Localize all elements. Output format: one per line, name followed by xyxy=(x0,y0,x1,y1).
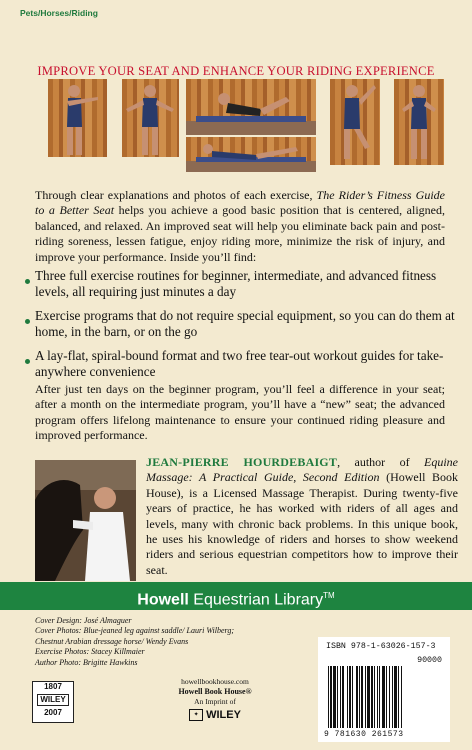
isbn-number: ISBN 978-1-63026-157-3 xyxy=(326,642,436,651)
author-name: JEAN-PIERRE HOURDEBAIGT xyxy=(146,455,338,469)
series-banner: Howell Equestrian Library™ xyxy=(0,582,472,610)
price-code: 90000 xyxy=(417,656,442,665)
bicentennial-seal-icon: 1807 WILEY 2007 xyxy=(32,681,74,723)
publisher-name: Howell Book House® xyxy=(178,687,252,696)
bullet-item: Three full exercise routines for beginner, intermediate, and advanced fitness levels, all requiring just minutes a day xyxy=(35,268,455,299)
bullet-dot-icon xyxy=(25,319,30,324)
wiley-logo-icon: ✦ xyxy=(189,709,203,721)
bullet-item: Exercise programs that do not require special equipment, so you can do them at home, in the barn, or on the go xyxy=(35,308,455,339)
bullet-dot-icon xyxy=(25,359,30,364)
author-bio: JEAN-PIERRE HOURDEBAIGT, author of Equine Massage: A Practical Guide, Second Edition (Howell Book House), is a Licensed Massage Therapist. During twenty-five years of practice, he has worked with riders of all ages and levels, many with chronic back problems. In this unique book, he uses his knowledge of riders and horses to show weekend riders and serious equestrian competitors how to improve their seat. xyxy=(146,455,459,577)
headline: IMPROVE YOUR SEAT AND ENHANCE YOUR RIDING EXPERIENCE xyxy=(37,64,435,78)
exercise-photo-3 xyxy=(186,79,316,135)
isbn-barcode-box xyxy=(318,637,450,742)
exercise-photo-6 xyxy=(394,79,444,165)
exercise-photo-5 xyxy=(330,79,380,165)
exercise-photo-4 xyxy=(186,137,316,172)
barcode-digits: 9 781630 261573 xyxy=(324,730,404,739)
bullet-item: A lay-flat, spiral-bound format and two free tear-out workout guides for take-anywhere convenience xyxy=(35,348,455,379)
book-title: The Rider’s Fitness Guide to a Better Seat xyxy=(35,188,445,218)
bullet-dot-icon xyxy=(25,279,30,284)
previous-book-title: Equine Massage: A Practical Guide, Second Edition xyxy=(146,455,459,485)
publisher-website: howellbookhouse.com xyxy=(181,677,249,686)
exercise-photo-2 xyxy=(122,79,179,157)
intro-paragraph: Through clear explanations and photos of each exercise, The Rider’s Fitness Guide to a Better Seat helps you achieve a good basic position that is centered, aligned, balanced, and relaxed. An improved seat will help you eliminate back pain and post-riding soreness, lessen fatigue, enjoy riding more, minimize the risk of injury, and improve your performance. Inside you’ll find: xyxy=(35,188,445,264)
category-label: Pets/Horses/Riding xyxy=(20,8,98,18)
publisher-block: howellbookhouse.com Howell Book House® An Imprint of ✦ WILEY xyxy=(160,677,270,721)
closing-paragraph: After just ten days on the beginner program, you’ll feel a difference in your seat; after a month on the intermediate program, you’ll have a “new” seat; the advanced program offers lifelong maintenance to ensure your continued riding pleasure and improved performance. xyxy=(35,382,445,443)
wiley-logo: ✦ WILEY xyxy=(189,709,241,721)
barcode-icon xyxy=(326,666,442,728)
cover-credits: Cover Design: José Almaguer Cover Photos: Blue-jeaned leg against saddle/ Lauri Wilberg; Chestnut Arabian dressage horse/ Wendy Evans Exercise Photos: Stacey Killmaier Author Photo: Brigitte Hawkins xyxy=(35,616,235,667)
author-photo xyxy=(35,460,136,581)
exercise-photo-1 xyxy=(48,79,107,157)
